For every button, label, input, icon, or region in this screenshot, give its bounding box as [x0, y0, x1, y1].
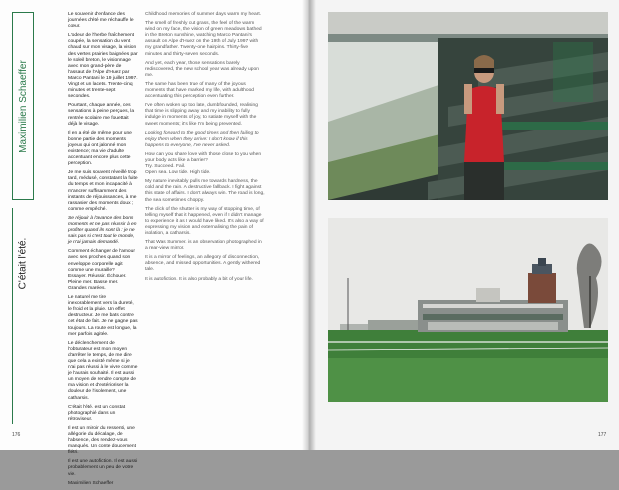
- en-paragraph: It is a mirror of feelings, an allegory of disconnection, absence, and missed opportunities. A gently withered tale.: [145, 255, 261, 273]
- fr-paragraph: Pleine mer. Basse mer. Grandes marées.: [68, 279, 119, 291]
- fr-paragraph: L'odeur de l'herbe fraîchement coupée, la sensation du vent chaud sur mon visage, la vision des vertes prairies baignées par le soleil breton, le visionnage avec mon grand-père de l'assaut de l'Alpe d'Huez par Marco Pantani le 19 juillet 1997. Vingt et un lacets. Trente-cinq minutes et trente-sept secondes.: [68, 33, 138, 100]
- french-column: [68, 12, 138, 490]
- right-page: [308, 0, 619, 450]
- vertical-strip: [12, 12, 34, 424]
- photo-racecourse-grandstand: [328, 218, 608, 402]
- fr-paragraph: Le souvenir d'enfance des journées d'été me réchauffe le cœur.: [68, 12, 134, 30]
- english-column: [145, 12, 265, 286]
- fr-paragraph: Pourtant, chaque année, ces sensations à peine perçues, la rentrée scolaire me fouettait déjà le visage.: [68, 103, 135, 127]
- fr-paragraph: Il en a été de même pour une bonne partie des moments joyeux qui ont jalonné mon existence; ma vie d'adulte accentuant encore plus cette perception.: [68, 130, 132, 167]
- fr-paragraph: Comment échanger de l'amour avec ses proches quand son enveloppe corporelle agit comme une muraille?: [68, 249, 135, 273]
- fr-paragraph: Il est un miroir du ressenti, une allégorie du décalage, de l'absence, des rendez-vous manqués. Un conte doucement flétri.: [68, 425, 136, 456]
- fr-paragraph: Je me suis souvent réveillé trop tard, médusé, constatant la fuite du temps et mon incapacité à m'ancrer suffisamment des instants de réjouissances, à me rassasier des moments doux ; comme empêché.: [68, 170, 138, 212]
- page-number-left: 176: [12, 432, 21, 438]
- en-paragraph: It is autofiction. It is also probably a bit of your life.: [145, 276, 253, 282]
- en-paragraph: Try. Succeed. Fail.: [145, 164, 186, 170]
- fr-paragraph: Il est une autofiction. Il est aussi probablement un peu de votre vie.: [68, 459, 138, 477]
- fr-paragraph: Le naturel me tire inexorablement vers la dureté, le froid et la pluie. Un effet destructeur. Je me bats contre cet état de fait. Je ne gagne pas toujours. La route est longue, la mer parfois agitée.: [68, 295, 138, 337]
- green-rule: [12, 208, 13, 424]
- en-paragraph: That Was Summer. is an observation photographed in a rear-view mirror.: [145, 240, 262, 252]
- en-paragraph: Childhood memories of summer days warm my heart.: [145, 12, 262, 17]
- en-paragraph: Looking forward to the good times and then failing to enjoy them when they arrive: I don't know if this happens to everyone, I've never asked.: [145, 130, 259, 148]
- grandstand-photo-illustration: [328, 12, 608, 200]
- en-paragraph: I've often woken up too late, dumbfounded, realising that time is slipping away and my inability to fully indulge in moments of joy, to satiate myself with the sweet moments; it's like I'm being prevented.: [145, 103, 258, 127]
- fr-paragraph: C'était l'été. est un constat photographié dans un rétroviseur.: [68, 404, 126, 422]
- en-paragraph: My nature inevitably pulls me towards hardness, the cold and the rain. A destructive fallback. I fight against this state of affairs. I don't always win. The road is long, the sea sometimes choppy.: [145, 179, 265, 203]
- fr-paragraph: Se réjouir à l'avance des bons moments et ne pas réussir à en profiter quand ils sont là : je ne sais pas si c'est tout le monde, je n'ai jamais demandé.: [68, 215, 137, 246]
- en-paragraph: How can you share love with those close to you when your body acts like a barrier?: [145, 151, 262, 163]
- fr-paragraph: Le déclenchement de l'obturateur est mon moyen d'arrêter le temps, de me dire que cela a existé même si je n'ai pas réussi à le vivre comme je l'aurais souhaité. Il est aussi un moyen de rendre compte de ma vision et d'extérioriser la douleur de l'isolement, une catharsis.: [68, 340, 138, 401]
- author-name: Maximilien Schaeffer: [17, 59, 29, 153]
- photo-woman-binoculars: [328, 12, 608, 200]
- book-gutter-shadow: [302, 0, 316, 450]
- en-paragraph: The same has been true of many of the joyous moments that have marked my life, with adulthood accentuating this perception even further.: [145, 81, 255, 100]
- fr-paragraph: Essayer. Réussir. Échouer.: [68, 273, 127, 279]
- en-paragraph: The smell of freshly cut grass, the feel of the warm wind on my face, the vision of green meadows bathed in the Breton sunshine, watching Marco Pantani's assault on Alpe d'Huez on the 19th of July 1997 with my grandfather. Twenty-one hairpins. Thirty-five minutes and thirty-seven seconds.: [145, 21, 262, 57]
- en-paragraph: The click of the shutter is my way of stopping time, of telling myself that it happened, even if I didn't manage to experience it as I would have liked. It's also a way of expressing my vision and externalising the pain of isolation, a catharsis.: [145, 206, 264, 236]
- series-title: C'était l'été.: [17, 237, 29, 289]
- en-paragraph: And yet, each year, those sensations barely rediscovered, the new school year was already upon me.: [145, 60, 259, 78]
- racecourse-photo-illustration: [328, 218, 608, 402]
- author-vertical: [12, 12, 34, 200]
- fr-signature: Maximilien Schaeffer: [68, 480, 114, 486]
- en-paragraph: Open sea. Low tide. High tide.: [145, 170, 211, 176]
- title-vertical: [12, 208, 34, 318]
- page-number-right: 177: [598, 432, 607, 438]
- left-page: [0, 0, 308, 486]
